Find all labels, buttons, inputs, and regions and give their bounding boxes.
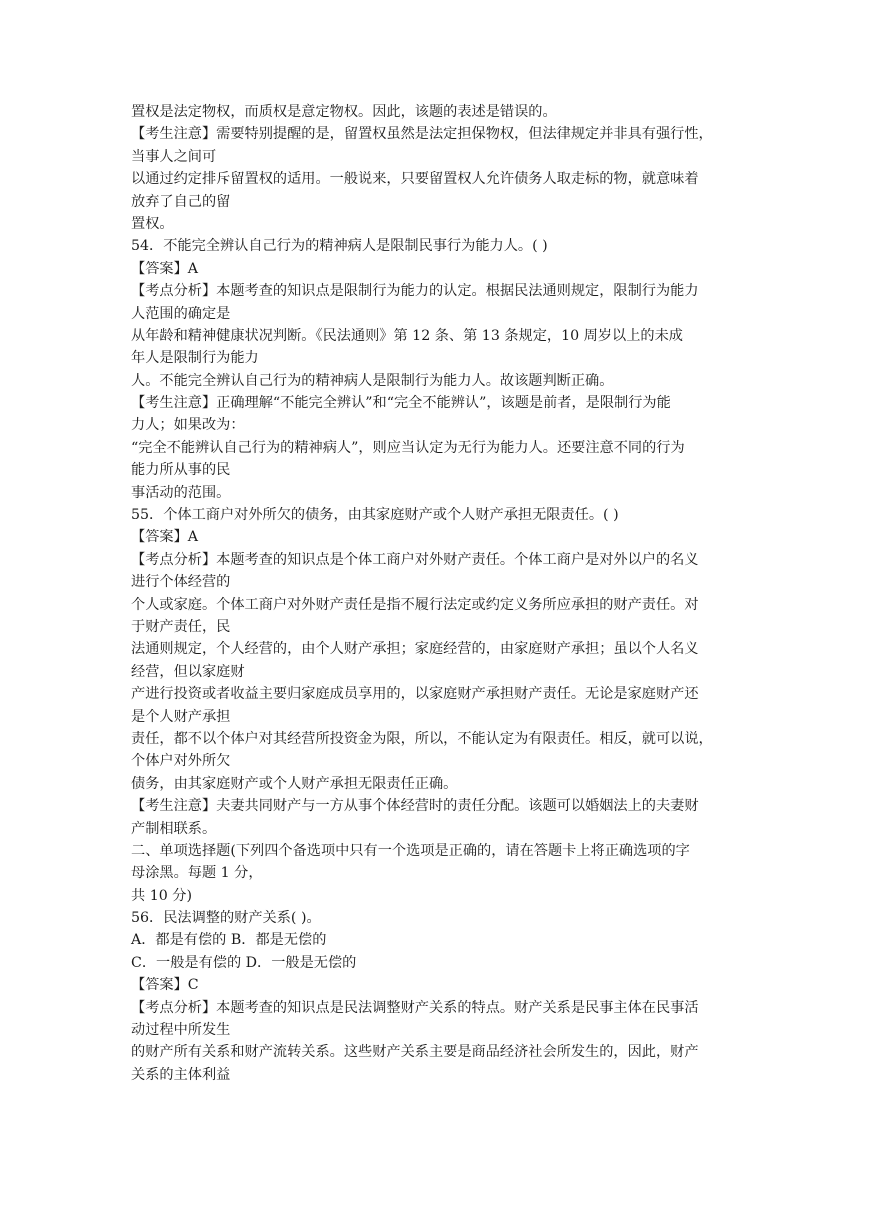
options-line: A．都是有偿的 B．都是无偿的 [131, 932, 327, 949]
text-line: 的财产所有关系和财产流转关系。这些财产关系主要是商品经济社会所发生的，因此，财产 [131, 1044, 699, 1061]
text-line: 是个人财产承担 [131, 708, 231, 725]
text-line: 个体户对外所欠 [131, 753, 231, 770]
text-line: 置权是法定物权，而质权是意定物权。因此，该题的表述是错误的。 [131, 104, 557, 120]
text-line: 人范围的确定是 [131, 305, 231, 322]
question-55: 55．个体工商户对外所欠的债务，由其家庭财产或个人财产承担无限责任。( ) [131, 507, 619, 524]
text-line: 【考点分析】本题考查的知识点是民法调整财产关系的特点。财产关系是民事主体在民事活 [131, 999, 699, 1016]
text-line: 共 10 分) [131, 887, 192, 904]
text-line: 人。不能完全辨认自己行为的精神病人是限制行为能力人。故该题判断正确。 [131, 372, 614, 389]
text-line: 当事人之间可 [131, 148, 217, 165]
text-line: 置权。 [131, 215, 174, 232]
text-line: 经营，但以家庭财 [131, 663, 245, 680]
text-line: 债务，由其家庭财产或个人财产承担无限责任正确。 [131, 775, 458, 792]
question-54: 54．不能完全辨认自己行为的精神病人是限制民事行为能力人。( ) [131, 238, 548, 255]
question-56: 56．民法调整的财产关系( )。 [131, 910, 321, 927]
text-line: 从年龄和精神健康状况判断。《民法通则》第 12 条、第 13 条规定，10 周岁以上的未成 [131, 327, 683, 344]
text-line: 事活动的范围。 [131, 484, 231, 501]
text-line: 个人或家庭。个体工商户对外财产责任是指不履行法定或约定义务所应承担的财产责任。对 [131, 596, 699, 613]
text-line: 【考生注意】需要特别提醒的是，留置权虽然是法定担保物权，但法律规定并非具有强行性， [131, 126, 713, 143]
answer-label: 【答案】C [131, 977, 199, 994]
text-line: 放弃了自己的留 [131, 193, 231, 210]
text-line: 动过程中所发生 [131, 1022, 231, 1039]
text-line: 于财产责任，民 [131, 618, 231, 635]
text-line: 产进行投资或者收益主要归家庭成员享用的，以家庭财产承担财产责任。无论是家庭财产还 [131, 686, 699, 703]
text-line: 法通则规定，个人经营的，由个人财产承担；家庭经营的，由家庭财产承担；虽以个人名义 [131, 641, 699, 658]
text-line: 进行个体经营的 [131, 574, 231, 591]
text-line: 母涂黑。每题 1 分， [131, 865, 263, 882]
section-heading: 二、单项选择题(下列四个备选项中只有一个选项是正确的，请在答题卡上将正确选项的字 [131, 842, 690, 859]
answer-label: 【答案】A [131, 529, 198, 546]
text-line: 【考点分析】本题考查的知识点是个体工商户对外财产责任。个体工商户是对外以户的名义 [131, 551, 699, 568]
text-line: 关系的主体利益 [131, 1066, 231, 1083]
text-line: 产制相联系。 [131, 820, 217, 837]
options-line: C．一般是有偿的 D．一般是无偿的 [131, 954, 357, 971]
text-line: 年人是限制行为能力 [131, 350, 259, 367]
answer-label: 【答案】A [131, 260, 198, 277]
text-line: 【考点分析】本题考查的知识点是限制行为能力的认定。根据民法通则规定，限制行为能力 [131, 283, 699, 300]
text-line: “完全不能辨认自己行为的精神病人”，则应当认定为无行为能力人。还要注意不同的行为 [131, 439, 685, 456]
document-body [131, 101, 781, 1086]
text-line: 以通过约定排斥留置权的适用。一般说来，只要留置权人允许债务人取走标的物，就意味着 [131, 171, 699, 188]
text-line: 【考生注意】正确理解“不能完全辨认”和“完全不能辨认”，该题是前者，是限制行为能 [131, 395, 671, 412]
text-line: 力人；如果改为： [131, 417, 245, 434]
text-line: 能力所从事的民 [131, 462, 231, 479]
text-line: 责任，都不以个体户对其经营所投资金为限，所以，不能认定为有限责任。相反，就可以说， [131, 730, 713, 747]
text-line: 【考生注意】夫妻共同财产与一方从事个体经营时的责任分配。该题可以婚姻法上的夫妻财 [131, 798, 699, 815]
